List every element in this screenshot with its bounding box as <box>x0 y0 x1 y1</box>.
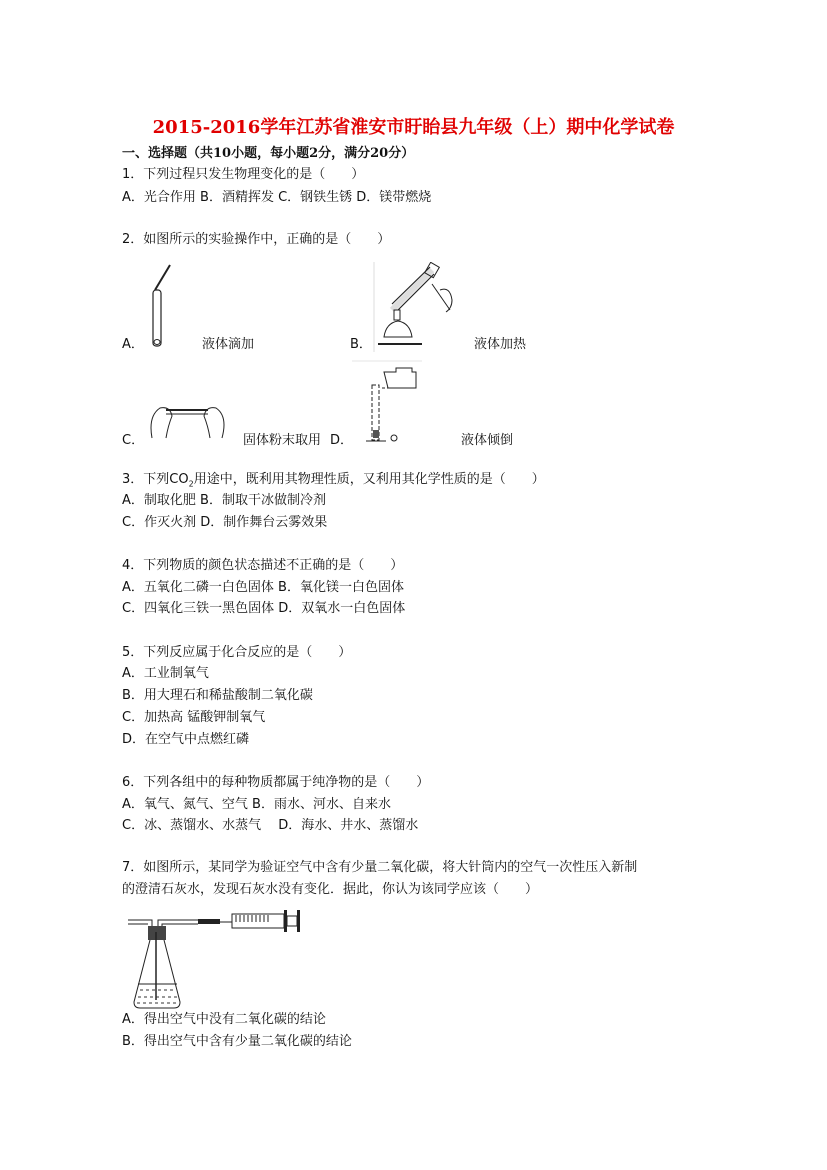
question-5-option-b: B．用大理石和稀盐酸制二氧化碳 <box>122 688 313 703</box>
question-1-options: A．光合作用 B．酒精挥发 C．钢铁生锈 D．镁带燃烧 <box>122 190 432 205</box>
question-7-stem-line1: 7．如图所示，某同学为验证空气中含有少量二氧化碳，将大针筒内的空气一次性压入新制 <box>122 860 638 875</box>
question-7-option-a: A．得出空气中没有二氧化碳的结论 <box>122 1012 326 1027</box>
question-3-stem-pre: 3．下列CO <box>122 472 189 487</box>
question-4-stem: 4．下列物质的颜色状态描述不正确的是（ ） <box>122 558 404 573</box>
question-6-stem: 6．下列各组中的每种物质都属于纯净物的是（ ） <box>122 775 430 790</box>
question-3-options-ab: A．制取化肥 B．制取干冰做制冷剂 <box>122 493 326 508</box>
question-3-stem-post: 用途中，既利用其物理性质，又利用其化学性质的是（ ） <box>193 472 545 487</box>
question-2-stem: 2．如图所示的实验操作中，正确的是（ ） <box>122 232 391 247</box>
question-1-stem: 1．下列过程只发生物理变化的是（ ） <box>122 167 365 182</box>
pouring-liquid-figure <box>352 360 422 446</box>
question-5-option-d: D．在空气中点燃红磷 <box>122 732 250 747</box>
question-6-options-ab: A．氧气、氮气、空气 B．雨水、河水、自来水 <box>122 797 391 812</box>
question-5-stem: 5．下列反应属于化合反应的是（ ） <box>122 645 352 660</box>
option-b-caption: 液体加热 <box>474 337 527 352</box>
subscript-2: 2 <box>188 479 194 489</box>
syringe-flask-apparatus-figure <box>126 902 306 1012</box>
section-heading: 一、选择题（共10小题，每小题2分，满分20分） <box>122 146 415 161</box>
option-d-caption: 液体倾倒 <box>461 433 514 448</box>
option-a-letter: A． <box>122 337 144 352</box>
option-a-caption: 液体滴加 <box>202 337 255 352</box>
question-5-option-a: A．工业制氧气 <box>122 666 209 681</box>
page-title: 2015-2016学年江苏省淮安市盱眙县九年级（上）期中化学试卷 <box>152 117 675 138</box>
option-c-letter: C． <box>122 433 145 448</box>
question-7-stem-line2: 的澄清石灰水，发现石灰水没有变化．据此，你认为该同学应该（ ） <box>122 882 539 897</box>
heating-liquid-figure <box>372 262 462 352</box>
question-4-options-cd: C．四氧化三铁一黑色固体 D．双氧水一白色固体 <box>122 601 406 616</box>
question-5-option-c: C．加热高 锰酸钾制氧气 <box>122 710 266 725</box>
powder-transfer-figure <box>148 398 228 444</box>
option-d-letter: D． <box>330 433 354 448</box>
question-6-options-cd: C．冰、蒸馏水、水蒸气 D．海水、井水、蒸馏水 <box>122 818 419 833</box>
question-3-options-cd: C．作灭火剂 D．制作舞台云雾效果 <box>122 515 328 530</box>
dropper-test-tube-figure <box>148 262 178 350</box>
question-3-stem <box>122 472 545 493</box>
question-4-options-ab: A．五氧化二磷一白色固体 B．氧化镁一白色固体 <box>122 580 404 595</box>
option-b-letter: B． <box>350 337 372 352</box>
option-c-caption: 固体粉末取用 <box>243 433 322 448</box>
question-7-option-b: B．得出空气中含有少量二氧化碳的结论 <box>122 1034 352 1049</box>
